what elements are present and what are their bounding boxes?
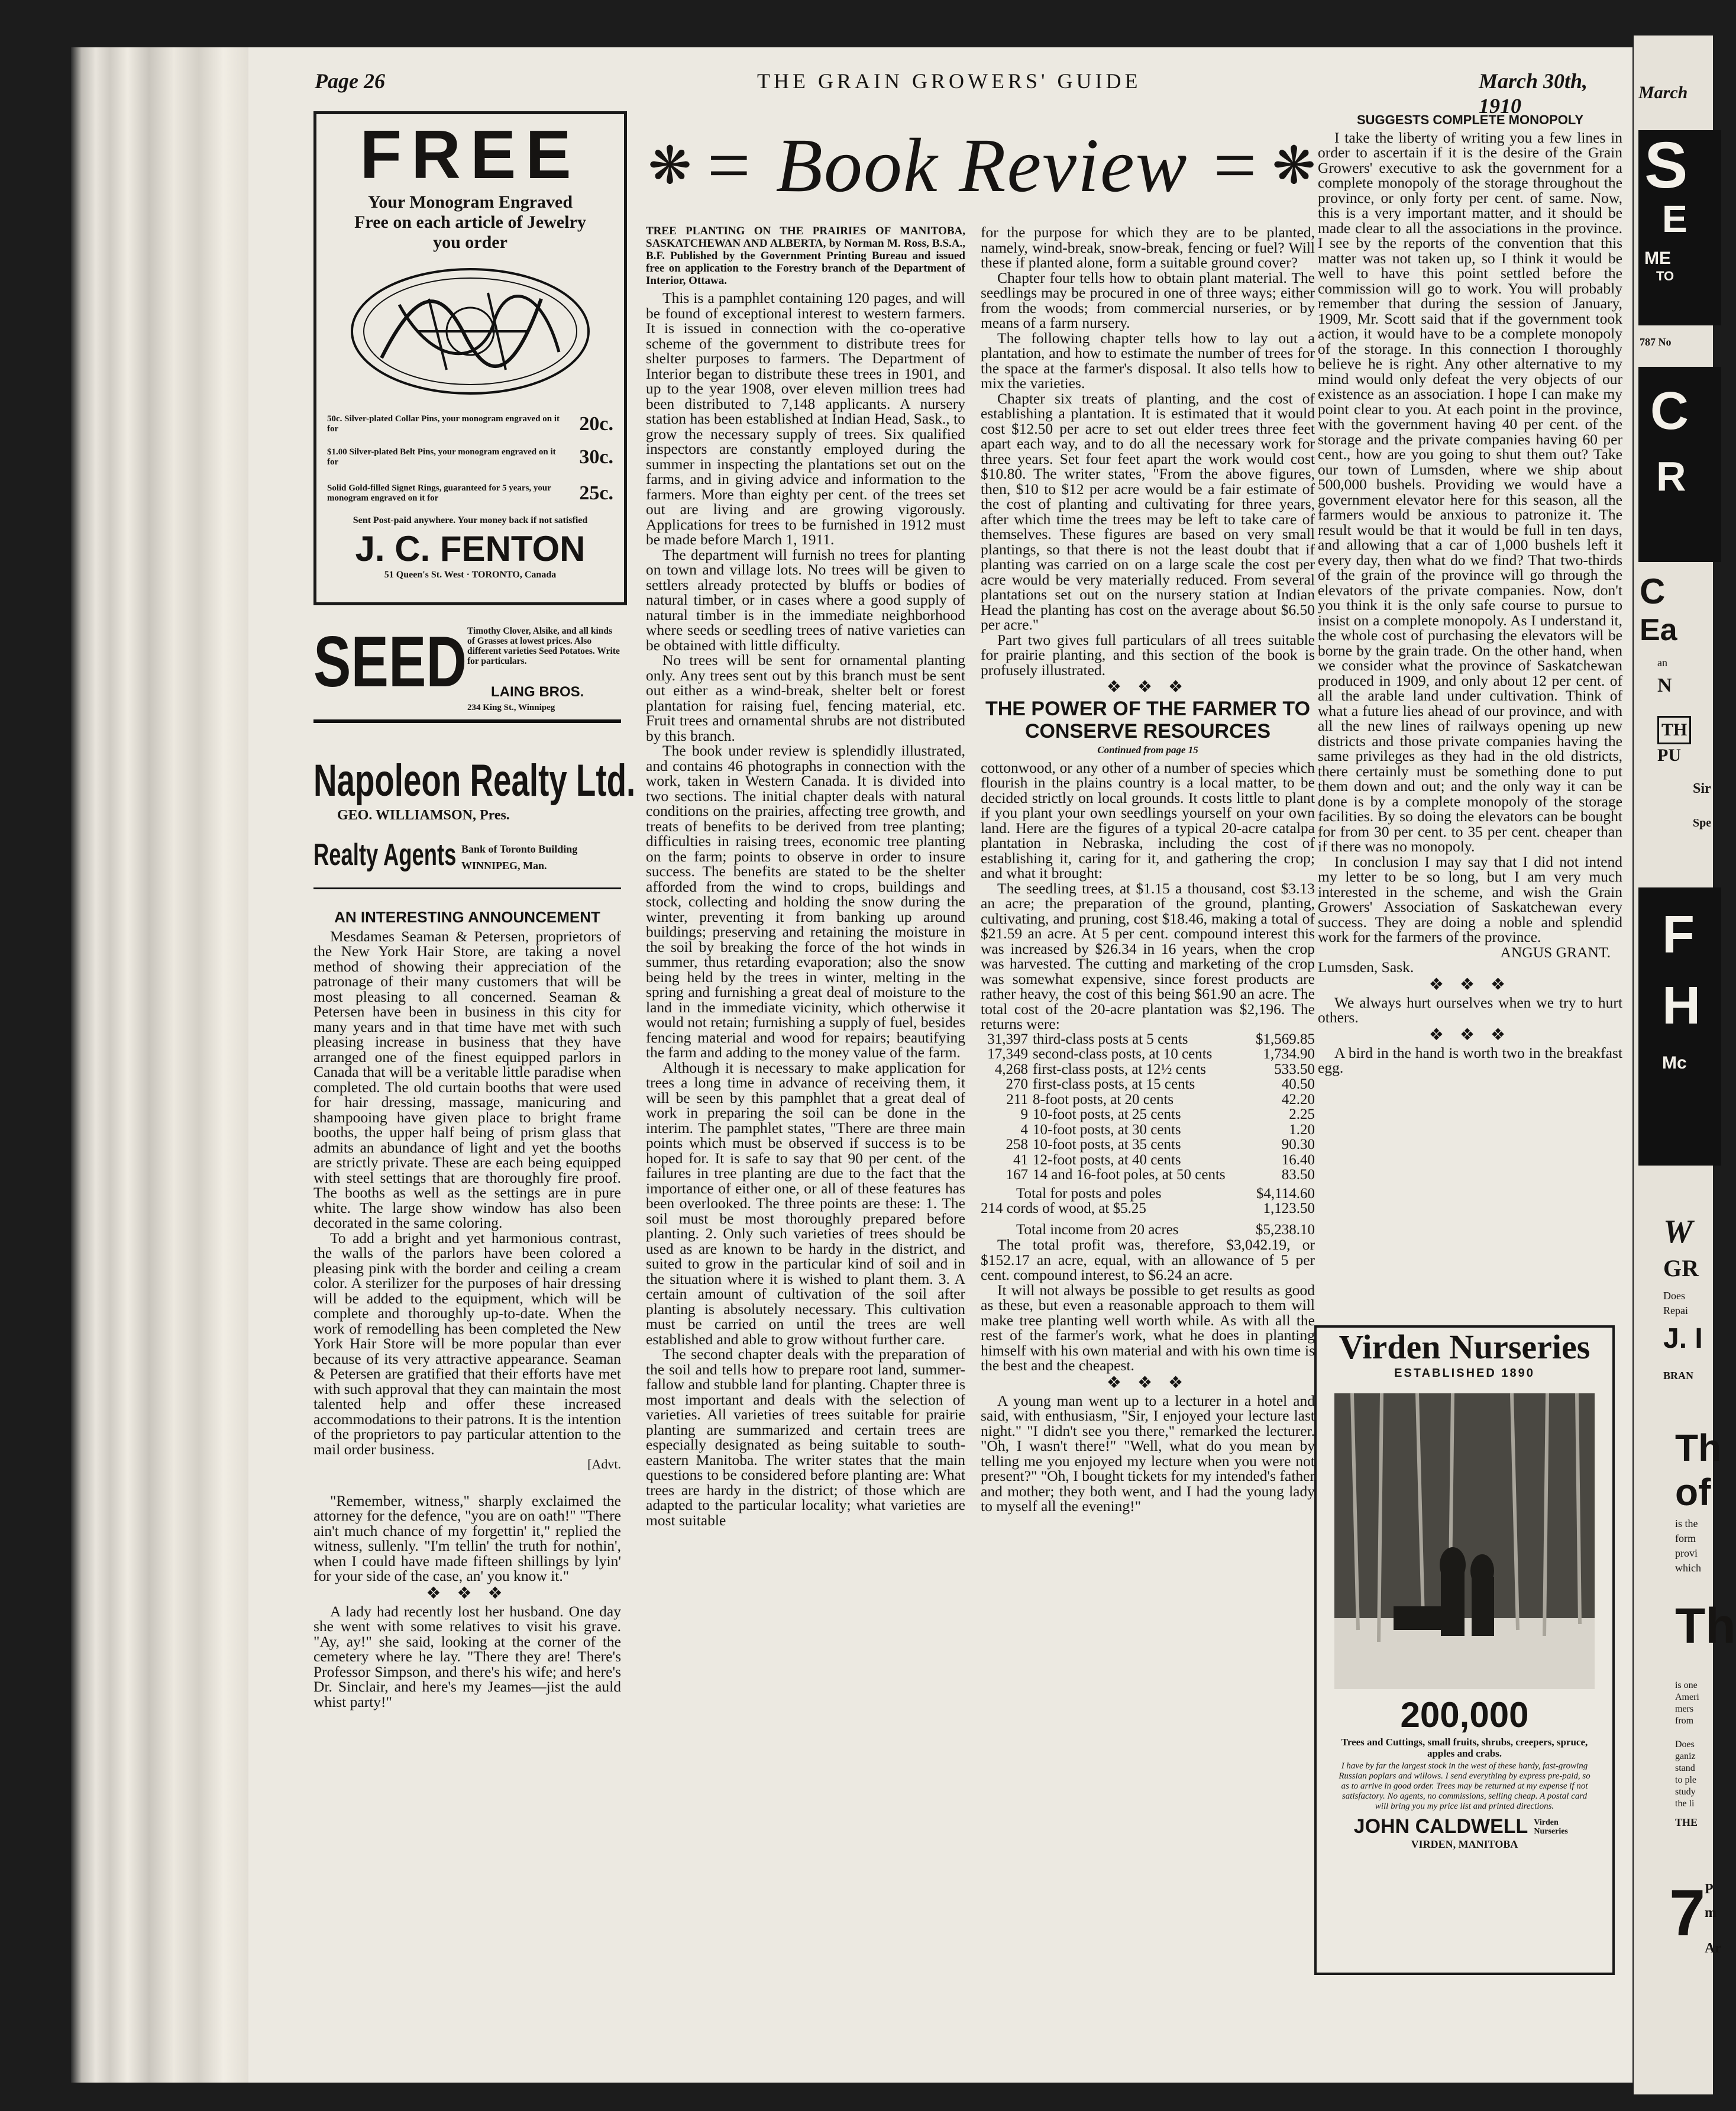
return-amount: 1.20 — [1289, 1121, 1315, 1138]
next-page-fragment: form — [1675, 1532, 1696, 1544]
next-page-fragment: is the — [1675, 1518, 1698, 1529]
seed-ad — [313, 620, 621, 727]
letter-place: Lumsden, Sask. — [1318, 958, 1414, 976]
nursery-side-label: Virden Nurseries — [1534, 1818, 1568, 1836]
return-quantity: 9 — [1020, 1106, 1028, 1122]
review-paragraph: The following chapter tells how to lay out a plantation, and how to estimate the number of trees for the space at the farmer's disposal. It also tells how to mix the varieties. — [981, 329, 1315, 392]
return-quantity: 31,397 — [987, 1031, 1028, 1047]
next-page-fragment: Th — [1675, 1426, 1722, 1469]
price-item-text: 50c. Silver-plated Collar Pins, your monogram engraved on it for — [327, 414, 560, 434]
next-page-fragment: W — [1663, 1213, 1693, 1250]
seed-rule — [313, 719, 621, 723]
return-description: 10-foot posts, at 35 cents — [1033, 1137, 1181, 1153]
table-row — [981, 1201, 1315, 1216]
power-article-title: THE POWER OF THE FARMER TO CONSERVE RESOURCES — [985, 698, 1311, 743]
ad-subhead: Your Monogram Engraved Free on each article of Jewelry you order — [354, 192, 586, 252]
next-page-fragment: the li — [1675, 1799, 1695, 1809]
review-column-1 — [646, 225, 965, 1528]
virden-nurseries-ad — [1314, 1325, 1615, 1975]
announcement-column — [313, 910, 621, 1709]
nursery-name: Virden Nurseries — [1339, 1328, 1590, 1366]
next-page-fragment: study — [1675, 1787, 1696, 1797]
monogram-illustration — [346, 263, 594, 399]
next-page-fragment: H — [1662, 976, 1701, 1035]
price-value: 20c. — [579, 413, 613, 435]
return-description: 12-foot posts, at 40 cents — [1033, 1151, 1181, 1168]
ad-price-list — [327, 408, 613, 513]
return-quantity: 270 — [1006, 1076, 1028, 1092]
review-column-2 — [981, 225, 1315, 1514]
next-page-fragment: ganiz — [1675, 1751, 1696, 1761]
price-row — [327, 441, 613, 474]
next-page-fragment: TO — [1656, 269, 1674, 283]
next-page-fragment: Does — [1675, 1739, 1695, 1750]
return-quantity: 4,268 — [994, 1061, 1028, 1077]
next-page-fragment: Repai — [1663, 1305, 1688, 1316]
return-description: first-class posts, at 15 cents — [1033, 1076, 1195, 1092]
review-paragraph: Part two gives full particulars of all trees suitable for prairie planting, and this section of the book is profusely illustrated. — [981, 631, 1315, 679]
next-page-ad-block — [1638, 130, 1721, 325]
announcement-paragraph: Mesdames Seaman & Petersen, proprietors of the New York Hair Store, are taking a novel method of showing their appreciation of the patronage of their many customers that will be most pleasing to all concerned. Seaman & Petersen have been in business in this city for many years and in that time have met with such pleasing increase in business that they have arranged one of the finest equipped parlors in Canada that will be a veritable little paradise when completed. The old curtain booths that were used for hair dressing, massage, manicuring and shampooing have given place to bright frame booths, the upper half being of prism glass that admits an abundance of light and yet the booths are strictly private. These are each being equipped with steel settings that are thoroughly fire proof. The booths as well as the settings are in pure white. The large show window has also been decorated in the same coloring. — [313, 927, 621, 1231]
letter-column — [1318, 112, 1622, 1076]
next-page-fragment: PU — [1657, 745, 1681, 765]
review-paragraph: for the purpose for which they are to be planted, namely, wind-break, snow-break, fencing or fuel? Will these if planted alone, form a suitable ground cover? — [981, 224, 1315, 271]
joke-paragraph: "Remember, witness," sharply exclaimed the attorney for the defence, "you are on oath!" "There ain't much chance of my forgettin' it," replied the witness, sullenly. "I'm tellin' the truth for nothin', when I could have made fifteen shillings by lyin' for your side of the case, an' you know it." — [313, 1492, 621, 1584]
next-page-fragment: Ea — [1640, 613, 1677, 647]
nursery-body: I have by far the largest stock in the west of these hardy, fast-growing Russian poplars and willows. I send everything by express pre-paid, so as to arrive in good order. Trees may be returned at my expense if not satisfactory. No agents, no commissions, selling cheap. A postal card will bring you my price list and printed directions. — [1339, 1761, 1590, 1811]
table-row — [981, 1167, 1315, 1183]
table-row — [981, 1047, 1315, 1062]
nursery-established: ESTABLISHED 1890 — [1394, 1367, 1535, 1380]
price-item-text: Solid Gold-filled Signet Rings, guaranteed for 5 years, your monogram engraved on it for — [327, 483, 551, 503]
next-page-fragment: BRAN — [1663, 1370, 1694, 1381]
next-page-fragment: R — [1656, 453, 1686, 499]
return-amount: 16.40 — [1281, 1151, 1315, 1168]
joke-paragraph: A lady had recently lost her husband. One day she went with some relatives to visit his grave. "Ay, ay!" she said, looking at the corner of the cemetery where he lay. "There they are! There's Professor Simpson, and there's his wife; and here's Dr. Sinclair, and here's my Jeames—jist the auld whist party!" — [313, 1602, 621, 1710]
next-page-edge — [1634, 35, 1736, 2094]
next-page-fragment: Ar — [1705, 1941, 1721, 1956]
nursery-desc: Trees and Cuttings, small fruits, shrubs, creepers, spruce, apples and crabs. — [1341, 1736, 1588, 1759]
book-spine — [71, 47, 248, 2083]
return-quantity: 167 — [1006, 1167, 1028, 1183]
seed-company: LAING BROS. — [491, 684, 584, 700]
next-page-fragment: Mc — [1662, 1053, 1687, 1073]
returns-table — [981, 1032, 1315, 1183]
issue-date: March 30th, 1910 — [1479, 69, 1588, 118]
next-page-fragment: provi — [1675, 1547, 1698, 1559]
total-label: Total for posts and poles — [1016, 1185, 1162, 1202]
table-row — [981, 1107, 1315, 1122]
next-page-ad-block — [1638, 887, 1721, 1166]
separator-ornament: ❖ ❖ ❖ — [1428, 975, 1512, 994]
review-paragraph: The department will furnish no trees for planting on town and village lots. No trees will be given to settlers already protected by bluffs or bodies of natural timber, or in cases where a good supply of natural timber is in the immediate neighborhood where seeds or seedling trees of native varieties can be obtained with little difficulty. — [646, 545, 965, 654]
next-page-fragment: ME — [1644, 248, 1671, 268]
realty-name: Napoleon Realty Ltd. — [313, 756, 636, 806]
return-amount: 42.20 — [1281, 1091, 1315, 1108]
letter-paragraph: In conclusion I may say that I did not intend my letter to be so long, but I am very much interested in the scheme, and wish the Grain Growers' Association of Saskatchewan every success. They are doing a noble and splendid work for the farmers of the province. — [1318, 853, 1622, 945]
banner-title: = Book Review = — [702, 123, 1262, 208]
nursery-owner: JOHN CALDWELL — [1353, 1815, 1528, 1838]
next-page-fragment: to ple — [1675, 1775, 1696, 1785]
review-paragraph: Chapter four tells how to obtain plant material. The seedlings may be procured in one of three ways; either from the woods; from commercial nurseries, or by means of a farm nursery. — [981, 269, 1315, 331]
price-row — [327, 408, 613, 441]
next-page-fragment: C — [1640, 572, 1666, 611]
total-amount: $4,114.60 — [1256, 1185, 1315, 1202]
next-page-fragment: which — [1675, 1562, 1701, 1574]
table-row — [981, 1186, 1315, 1202]
return-quantity: 4 — [1020, 1121, 1028, 1138]
return-quantity: 258 — [1006, 1137, 1028, 1153]
table-row — [981, 1062, 1315, 1077]
ad-note: Sent Post-paid anywhere. Your money back if not satisfied — [353, 515, 588, 525]
announcement-title: AN INTERESTING ANNOUNCEMENT — [334, 908, 600, 926]
next-page-fragment: stand — [1675, 1763, 1695, 1773]
separator-ornament: ❖ ❖ ❖ — [426, 1584, 509, 1603]
next-page-fragment: N — [1657, 674, 1672, 696]
return-quantity: 41 — [1013, 1151, 1028, 1168]
return-description: 10-foot posts, at 25 cents — [1033, 1106, 1181, 1122]
seed-address: 234 King St., Winnipeg — [467, 703, 555, 712]
next-page-fragment: TH — [1657, 716, 1691, 744]
review-paragraph: Chapter six treats of planting, and the cost of establishing a plantation. It is estimated that it would cost $12.50 per acre to set out elder trees three feet apart each way, and to do all the necessary work for three years. Set four feet apart the work would cost $10.80. The writer states, "From the above figures, then, $10 to $12 per acre would be a fair estimate of the cost of planting and cultivating for three years, after which time the trees may be left to take care of themselves. These figures are based on very small plantings, so that there is not the least doubt that if planting was carried on on a large scale the cost per acre would be very materially reduced. From several plantations set out on the nursery station at Indian Head the planting has cost on the average about $6.50 per acre." — [981, 389, 1315, 633]
table-row — [981, 1092, 1315, 1108]
return-quantity: 17,349 — [987, 1046, 1028, 1062]
table-row — [981, 1122, 1315, 1138]
nursery-count: 200,000 — [1400, 1695, 1529, 1735]
next-page-fragment: J. I — [1663, 1323, 1703, 1354]
return-description: 14 and 16-foot poles, at 50 cents — [1033, 1167, 1226, 1183]
next-page-fragment: 787 No — [1640, 336, 1672, 348]
power-paragraph: The total profit was, therefore, $3,042.19, or $152.17 an acre, equal, with an allowance of 5 per cent. compound interest, to $6.24 an acre. — [981, 1236, 1315, 1283]
total-label: 214 cords of wood, at $5.25 — [981, 1200, 1146, 1216]
price-item-text: $1.00 Silver-plated Belt Pins, your monogram engraved on it for — [327, 447, 556, 467]
return-description: 10-foot posts, at 30 cents — [1033, 1121, 1181, 1138]
review-paragraph: The second chapter deals with the preparation of the soil and tells how to prepare root land, summer-fallow and stubble land for planting. Chapter three is most important and deals with the selection of varieties. All varieties of trees suitable for prairie planting are summarized and certain trees are especially designated as being suitable to south-eastern Manitoba. The writer states that the main questions to be considered before planting are: What trees are hardy in the district; of those which are adapted to the particular locality; what varieties are most suitable — [646, 1345, 965, 1529]
next-page-fragment: THE — [1675, 1816, 1698, 1828]
separator-ornament: ❖ ❖ ❖ — [1106, 1373, 1189, 1392]
joke-paragraph: A young man went up to a lecturer in a hotel and said, with enthusiasm, "Sir, I enjoyed your lecture last night." "I didn't see you there," remarked the lecturer. "Oh, I wasn't there!" "Well, what do you mean by telling me you enjoyed my lecture when you were not present?" "Oh, I bought tickets for my intended's father and mother; they both went, and I had the young lady to myself all the evening!" — [981, 1392, 1315, 1515]
masthead-title: THE GRAIN GROWERS' GUIDE — [757, 69, 1142, 93]
next-page-fragment: from — [1675, 1716, 1694, 1726]
return-amount: 533.50 — [1274, 1061, 1315, 1077]
total-amount: 1,123.50 — [1263, 1200, 1315, 1216]
table-row — [981, 1077, 1315, 1092]
totals-table — [981, 1186, 1315, 1238]
table-row — [981, 1216, 1315, 1238]
review-paragraph: This is a pamphlet containing 120 pages, and will be found of exceptional interest to western farmers. It is issued in connection with the co-operative scheme of the government to distribute trees for shelter purposes to farmers. The Department of Interior began to distribute these trees in 1901, and up to the year 1908, over eleven million trees had been distributed to 7,148 applicants. A nursery station has been established at Indian Head, Sask., to grow the necessary supply of trees. Six qualified inspectors are constantly employed during the summer in inspecting the plantations set out on the farms, and in giving advice and information to the farmers. More than eighty per cent. of the trees set out are living and are growing vigorously. Applications for trees to be furnished in 1912 must be made before March 1, 1911. — [646, 289, 965, 548]
return-amount: 1,734.90 — [1263, 1046, 1315, 1062]
total-label: Total income from 20 acres — [1016, 1221, 1179, 1238]
next-page-fragment: an — [1657, 657, 1667, 669]
review-paragraph: No trees will be sent for ornamental planting only. Any trees sent out by this branch must be sent out either as a wind-break, shelter belt or forest plantation for raising fuel, fencing material, etc. Fruit trees and ornamental shrubs are not distributed by this branch. — [646, 651, 965, 744]
return-description: third-class posts at 5 cents — [1033, 1031, 1188, 1047]
return-amount: 83.50 — [1281, 1167, 1315, 1183]
review-paragraph: The book under review is splendidly illustrated, and contains 46 photographs in connection with the work, taken in Western Canada. It is divided into two sections. The initial chapter deals with natural conditions on the prairies, affecting tree growth, and treats of benefits to be derived from tree planting; difficulties in raising trees, economic tree planting on the farm; points to observe in order to insure success. The benefits are stated to be the shelter afforded from the wind to crops, buildings and stock, collecting and holding the snow during the winter, preventing it from banking up around buildings; preserving and retaining the moisture in the soil by breaking the force of the hot winds in summer, thus retarding evaporation; also the snow being held by the trees in winter, melting in the spring and furnishing a great deal of moisture to the land in the immediate vicinity, which otherwise it would not retain; furnishing a supply of fuel, besides fencing material and wood for repairs; beautifying the farm and adding to the money value of the farm. — [646, 742, 965, 1061]
separator-ornament: ❖ ❖ ❖ — [1106, 678, 1189, 696]
next-page-fragment: S — [1644, 129, 1688, 202]
banner-ornament-left: ❋ — [648, 138, 692, 195]
banner-ornament-right: ❋ — [1272, 138, 1316, 195]
book-review-banner — [639, 112, 1325, 219]
power-paragraph: The seedling trees, at $1.15 a thousand, cost $3.13 an acre; the preparation of the ground, planting, cultivating, and pruning, cost $18.46, making a total of $21.59 an acre. At 5 per cent. compound interest this was increased by $26.34 in 16 years, when the crop was harvested. The cutting and marketing of the crop was somewhat expensive, since forest products are rather heavy, the cost of this being $61.90 an acre. The total cost of the 20-acre plantation was $2,196. The returns were: — [981, 879, 1315, 1032]
next-page-fragment: Th — [1675, 1598, 1736, 1654]
advt-sign: [Advt. — [587, 1457, 621, 1471]
realty-agents: Realty Agents — [313, 838, 457, 872]
filler-paragraph: A bird in the hand is worth two in the breakfast egg. — [1318, 1044, 1622, 1076]
next-page-fragment: GR — [1663, 1255, 1699, 1282]
next-page-fragment: of — [1675, 1471, 1711, 1513]
fenton-jewelry-ad — [313, 111, 627, 605]
return-description: second-class posts, at 10 cents — [1033, 1046, 1213, 1062]
table-row — [981, 1032, 1315, 1047]
next-page-fragment: is one — [1675, 1680, 1698, 1690]
nursery-city: VIRDEN, MANITOBA — [1411, 1838, 1518, 1850]
announcement-paragraph: To add a bright and yet harmonious contrast, the walls of the parlors have been colored a pleasing pink with the border and ceiling a cream color. A sterilizer for the purposes of hair dressing will be added to the equipment, which will be complete and thoroughly up-to-date. When the work of remodelling has been completed the New York Hair Store will be more popular than ever because of its very attractive appearance. Seaman & Petersen are gratified that their efforts have met with such approval that they can maintain the most talented help and offer these increased accommodations to their patrons. It is the intention of the proprietors to pay particular attention to the mail order business. — [313, 1229, 621, 1458]
realty-city: WINNIPEG, Man. — [461, 860, 547, 871]
next-page-fragment: m — [1705, 1905, 1716, 1920]
next-page-date: March — [1638, 83, 1688, 102]
page-number: Page 26 — [315, 69, 385, 93]
price-value: 25c. — [579, 482, 613, 504]
letter-title: SUGGESTS COMPLETE MONOPOLY — [1356, 112, 1583, 127]
review-citation: TREE PLANTING ON THE PRAIRIES OF MANITOBA, SASKATCHEWAN AND ALBERTA, by Norman M. Ross, B.S.A., B.F. Published by the Government Printing Bureau and issued free on application to the Forestry branch of the Department of Interior, Ottawa. — [646, 225, 965, 287]
realty-rule — [313, 887, 621, 889]
ad-company: J. C. FENTON — [355, 529, 586, 569]
price-row — [327, 474, 613, 513]
next-page-ad-block — [1638, 367, 1721, 562]
letter-signature: ANGUS GRANT. — [1500, 943, 1611, 961]
next-page-fragment: Does — [1663, 1290, 1685, 1302]
ad-headline: FREE — [360, 116, 581, 193]
table-row — [981, 1137, 1315, 1153]
return-amount: 2.25 — [1289, 1106, 1315, 1122]
next-page-fragment: mers — [1675, 1704, 1694, 1714]
next-page-fragment: P — [1705, 1881, 1714, 1897]
seed-word: SEED — [313, 621, 467, 702]
return-description: first-class posts, at 12½ cents — [1033, 1061, 1207, 1077]
return-amount: $1,569.85 — [1256, 1031, 1315, 1047]
continued-note: Continued from page 15 — [1097, 744, 1198, 756]
return-description: 8-foot posts, at 20 cents — [1033, 1091, 1174, 1108]
next-page-fragment: E — [1662, 198, 1687, 240]
realty-president: GEO. WILLIAMSON, Pres. — [337, 808, 510, 823]
realty-bank: Bank of Toronto Building — [461, 843, 578, 855]
next-page-fragment: 7 — [1669, 1877, 1706, 1949]
return-amount: 40.50 — [1281, 1076, 1315, 1092]
next-page-fragment: Sir — [1693, 781, 1711, 796]
power-paragraph: It will not always be possible to get results as good as these, but even a reasonable approach to them will make tree planting well worth while. As with all the rest of the farmer's work, what he does in planting himself with his own material and with his own time is the best and the cheapest. — [981, 1281, 1315, 1374]
power-paragraph: cottonwood, or any other of a number of species which flourish in the plains country is a local matter, to be decided strictly on local grounds. It costs little to plant if you plant your own seedlings yourself on your own land. Here are the figures of a typical 20-acre catalpa plantation in Nebraska, including the cost of establishing it, caring for it, and gathering the crop; and what it brought: — [981, 758, 1315, 882]
separator-ornament: ❖ ❖ ❖ — [1428, 1025, 1512, 1044]
filler-paragraph: We always hurt ourselves when we try to hurt others. — [1318, 993, 1622, 1026]
next-page-fragment: F — [1662, 905, 1695, 964]
forest-photo — [1334, 1393, 1595, 1689]
next-page-fragment: Ameri — [1675, 1692, 1699, 1702]
seed-text: Timothy Clover, Alsike, and all kinds of Grasses at lowest prices. Also different varieties Seed Potatoes. Write for particulars. — [467, 626, 620, 666]
review-paragraph: Although it is necessary to make application for trees a long time in advance of receiving them, it will be seen by this pamphlet that a great deal of work in preparing the soil can be done in the interim. The pamphlet states, "There are three main points which must be observed if success is to be hoped for. It is safe to say that 90 per cent. of the failures in tree planting are due to the fact that the importance of either one, or all of these features has been overlooked. The three points are these: 1. The soil must be most thoroughly prepared before planting. 2. Only such varieties of trees should be used as are known to be hardy in the district, and suited to grow in the particular kind of soil and in the situation where it is wished to plant them. 3. A certain amount of cultivation of the soil after planting is absolutely necessary. This cultivation must be carried on until the trees are well established and able to grow without further care. — [646, 1058, 965, 1348]
ad-address: 51 Queen's St. West · TORONTO, Canada — [384, 570, 557, 580]
price-value: 30c. — [579, 446, 613, 468]
return-amount: 90.30 — [1281, 1137, 1315, 1153]
return-quantity: 211 — [1006, 1091, 1028, 1108]
table-row — [981, 1153, 1315, 1168]
newspaper-page — [248, 47, 1632, 2083]
next-page-fragment: Spe — [1693, 816, 1712, 829]
total-amount: $5,238.10 — [1256, 1221, 1315, 1238]
letter-paragraph: I take the liberty of writing you a few lines in order to ascertain if it is the desire of the Grain Growers' executive to ask the government for a complete monopoly of the storage throughout the province, or only forty per cent. of same. Now, this is a very important matter, and it should be made clear to all the associations in the province. I see by the reports of the convention that this matter was not taken up, so I think it would be well to have this point settled before the commission will go to work. You will probably remember that during the session of January, 1909, Mr. Scott said that if the government took action, it would have to be a complete monopoly of the storage. In this connection I thoroughly believe he is right. Any other alternative to my mind would only defeat the very objects of our existence as an association. I hope I can make my point clear to you. At each point in the province, with the government having 40 per cent. of the storage and the private companies having 60 per cent., how are you going to shut them out? Take our town of Lumsden, where we ship about 500,000 bushels. Providing we would have a government elevator here for this season, all the farmers would be anxious to patronize it. The result would be that it would be full in ten days, and allowing that a car of 1,000 bushels left it every day, then what do we find? That two-thirds of the grain of the province will go through the elevators of the private companies. Now, don't you think it is the only safe course to pursue to insist on a complete monopoly. As I understand it, the whole cost of purchasing the elevators will be borne by the grain trade. On the other hand, when we consider what the province of Saskatchewan produced in 1909, and only about 12 per cent. of all the arable land under cultivation. Think of what a future lies ahead of our province, and with all the new lines of railways opening up new districts and those private companies having the same privileges as they had in the old districts, there certainly must be something done to put them down and out; and the only way it can be done is by a complete monopoly of the storage facilities. By so doing the elevators can be bought for from 30 per cent. to 35 per cent. cheaper than if there was no monopoly. — [1318, 128, 1622, 855]
next-page-fragment: C — [1650, 382, 1689, 441]
